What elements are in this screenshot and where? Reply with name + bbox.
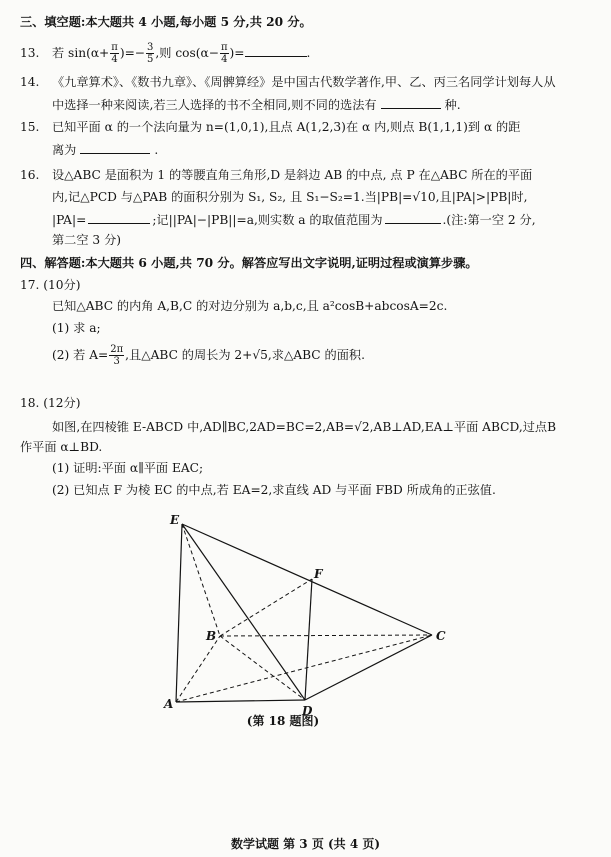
label-C: C bbox=[436, 629, 446, 643]
q17-part2: (2) 若 A= $\frac{2\pi}{3}$ ,且△ABC 的周长为 2+√5,求△ABC 的面积. bbox=[52, 344, 365, 367]
q13-text-4: )= bbox=[229, 46, 245, 60]
q13-text-1: 若 sin(α+ bbox=[52, 46, 110, 60]
label-E: E bbox=[170, 513, 180, 527]
q17-score: (10分) bbox=[43, 278, 81, 292]
edge-ED bbox=[182, 524, 305, 700]
q18-stem-line1: 如图,在四棱锥 E-ABCD 中,AD∥BC,2AD=BC=2,AB=√2,AB⊥AD,EA⊥平面 ABCD,过点B bbox=[52, 420, 557, 434]
q16-line2: 内,记△PCD 与△PAB 的面积分别为 S₁, S₂, 且 S₁−S₂=1.当|PB|=√10,且|PA|>|PB|时, bbox=[52, 190, 528, 204]
q18-score: (12分) bbox=[43, 396, 81, 410]
edge-FD bbox=[305, 579, 312, 700]
q15-line1: 已知平面 α 的一个法向量为 n=(1,0,1),且点 A(1,2,3)在 α 内,则点 B(1,1,1)到 α 的距 bbox=[52, 120, 521, 134]
q16-line4: 第二空 3 分) bbox=[52, 233, 122, 247]
label-D: D bbox=[302, 704, 313, 718]
q13-text-3: ,则 cos(α− bbox=[155, 46, 219, 60]
edge-BC-hidden bbox=[220, 635, 432, 636]
section4-heading: 四、解答题:本大题共 6 小题,共 70 分。解答应写出文字说明,证明过程或演算步骤。 bbox=[20, 256, 478, 270]
q18-part2: (2) 已知点 F 为棱 EC 的中点,若 EA=2,求直线 AD 与平面 FBD 所成角的正弦值. bbox=[52, 483, 496, 497]
q18-part1: (1) 证明:平面 α∥平面 EAC; bbox=[52, 461, 204, 475]
label-B: B bbox=[206, 629, 217, 643]
q13-frac-1: $\frac{\pi}{4}$ bbox=[111, 42, 118, 65]
q16-number: 16. bbox=[20, 168, 40, 182]
q14-number: 14. bbox=[20, 75, 40, 89]
edge-BF-hidden bbox=[220, 579, 312, 636]
q13-end: . bbox=[306, 46, 311, 60]
q16-line3: |PA|= ;记||PA|−|PB||=a,则实数 a 的取值范围为 .(注:第一空 2 分, bbox=[52, 213, 536, 227]
label-F: F bbox=[314, 567, 323, 581]
edge-EA bbox=[176, 524, 182, 702]
q16-line1: 设△ABC 是面积为 1 的等腰直角三角形,D 是斜边 AB 的中点, 点 P 在△ABC 所在的平面 bbox=[52, 168, 533, 182]
q15-number: 15. bbox=[20, 120, 40, 134]
q13-frac-3: $\frac{\pi}{4}$ bbox=[220, 42, 228, 65]
q17-part1: (1) 求 a; bbox=[52, 321, 101, 335]
q18-figure-caption: (第 18 题图) bbox=[246, 714, 320, 728]
q17-number: 17. bbox=[20, 278, 40, 292]
label-A: A bbox=[164, 697, 174, 711]
edge-BD-hidden bbox=[220, 636, 305, 700]
edge-EC bbox=[182, 524, 432, 635]
q13-frac-2: $\frac{3}{5}$ bbox=[147, 42, 154, 65]
q17-frac: $\frac{2\pi}{3}$ bbox=[110, 344, 124, 367]
q15-line2: 离为 . bbox=[52, 143, 159, 157]
q18-number: 18. bbox=[20, 396, 40, 410]
q14-line2: 中选择一种来阅读,若三人选择的书不全相同,则不同的选法有 种. bbox=[52, 98, 461, 112]
edge-AC-hidden bbox=[176, 635, 432, 702]
q17-stem: 已知△ABC 的内角 A,B,C 的对边分别为 a,b,c,且 a²cosB+abcosA=2c. bbox=[52, 299, 448, 313]
edge-EB-hidden bbox=[182, 524, 220, 636]
q13-number: 13. bbox=[20, 46, 40, 60]
q18-stem-line2: 作平面 α⊥BD. bbox=[20, 440, 103, 454]
q14-line1: 《九章算术》、《数书九章》、《周髀算经》是中国古代数学著作,甲、乙、丙三名同学计划每人从 bbox=[52, 75, 556, 89]
edge-DC bbox=[305, 635, 432, 700]
section3-heading: 三、填空题:本大题共 4 小题,每小题 5 分,共 20 分。 bbox=[20, 15, 312, 29]
q13-text-2: )=− bbox=[119, 46, 146, 60]
page-footer: 数学试题 第 3 页 (共 4 页) bbox=[230, 837, 381, 851]
edge-AD bbox=[176, 700, 305, 702]
